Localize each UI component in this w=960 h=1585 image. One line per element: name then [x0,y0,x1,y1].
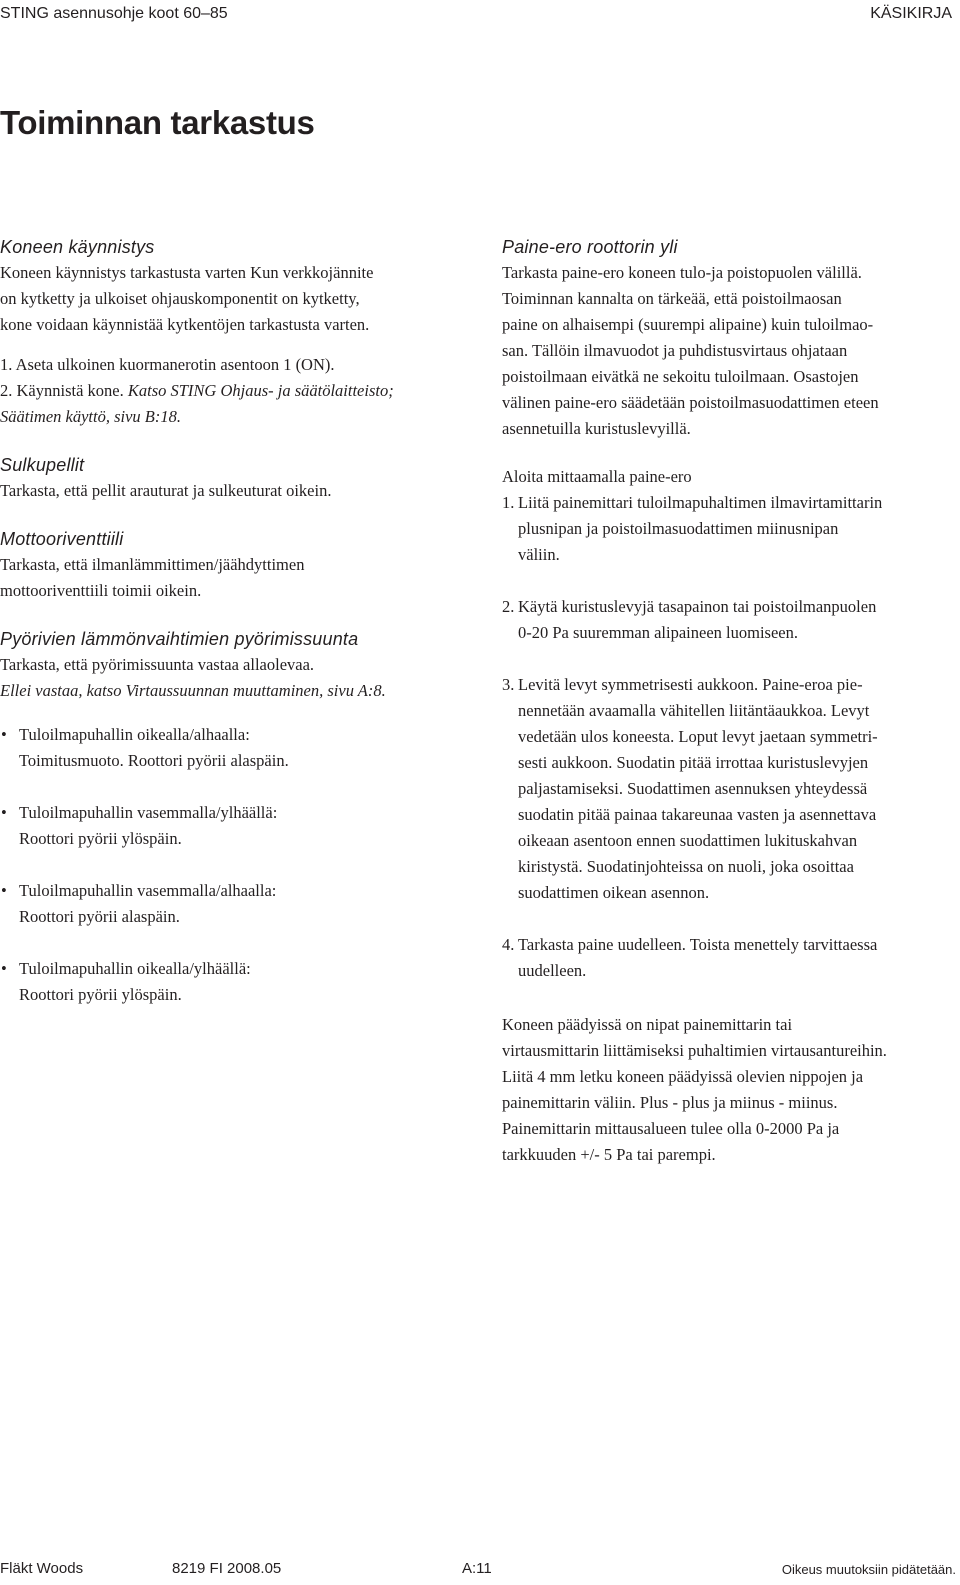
pressure-line-7: asennetuilla kuristuslevyillä. [502,419,691,438]
step-4-number: 4. [502,935,515,954]
closing-line-3: Liitä 4 mm letku koneen päädyissä olevien nippojen ja [502,1067,864,1086]
header-manual-label: KÄSIKIRJA [870,5,952,22]
step-3-number: 3. [502,675,515,694]
rotation-heading: Pyörivien lämmönvaihtimien pyörimissuunta [0,629,359,649]
bullet-icon: • [1,881,7,900]
footer-doc-code: 8219 FI 2008.05 [172,1560,282,1577]
startup-heading: Koneen käynnistys [0,237,155,257]
header-doc-title: STING asennusohje koot 60–85 [0,5,228,22]
step-3-line-8: kiristystä. Suodatinjohteissa on nuoli, joka osoittaa [518,857,854,876]
closing-line-6: tarkkuuden +/- 5 Pa tai parempi. [502,1145,716,1164]
startup-step-2-plain: 2. Käynnistä kone. [0,381,128,400]
step-2-line-1: Käytä kuristuslevyjä tasapainon tai poistoilmanpuolen [518,597,877,616]
startup-intro-3: kone voidaan käynnistää kytkentöjen tarkastusta varten. [0,315,370,334]
startup-intro-1: Koneen käynnistys tarkastusta varten Kun verkkojännite [0,263,374,282]
closing-line-2: virtausmittarin liittämiseksi puhaltimien virtausantureihin. [502,1041,887,1060]
pressure-line-5: poistoilmaan eivätkä ne sekoitu tuloilmaan. Osastojen [502,367,859,386]
rotation-bullet-3 [0,878,480,930]
startup-step-1: 1. Aseta ulkoinen kuormanerotin asentoon 1 (ON). [0,355,335,374]
step-4-line-2: uudelleen. [518,961,587,980]
bullet-2-line-2: Roottori pyörii ylöspäin. [19,829,182,848]
bullet-1-line-2: Toimitusmuoto. Roottori pyörii alaspäin. [19,751,289,770]
step-3-line-3: vedetään ulos koneesta. Loput levyt jaetaan symmetri- [518,727,878,746]
step-4-line-1: Tarkasta paine uudelleen. Toista menettely tarvittaessa [518,935,878,954]
rotation-bullet-4 [0,956,480,1008]
pressure-start: Aloita mittaamalla paine-ero [502,467,692,486]
page-title: Toiminnan tarkastus [0,104,315,141]
pressure-line-2: Toiminnan kannalta on tärkeää, että poistoilmaosan [502,289,842,308]
step-3-line-7: oikeaan asentoon ennen suodattimen lukituskahvan [518,831,858,850]
dampers-heading: Sulkupellit [0,455,85,475]
pressure-line-4: san. Tällöin ilmavuodot ja puhdistusvirtaus ohjataan [502,341,848,360]
step-3-line-4: sesti aukkoon. Suodatin pitää irrottaa kuristuslevyjen [518,753,869,772]
pressure-step-1 [502,490,960,568]
bullet-4-line-2: Roottori pyörii ylöspäin. [19,985,182,1004]
step-2-line-2: 0-20 Pa suuremman alipaineen luomiseen. [518,623,798,642]
closing-line-1: Koneen päädyissä on nipat painemittarin tai [502,1015,793,1034]
rotation-ref-text: Ellei vastaa, katso Virtaussuunnan muuttaminen, sivu A:8. [0,681,386,700]
step-3-line-9: suodattimen oikean asennon. [518,883,710,902]
footer-rights: Oikeus muutoksiin pidätetään. [781,1562,956,1577]
bullet-2-line-1: Tuloilmapuhallin vasemmalla/ylhäällä: [19,803,278,822]
motor-valve-text-2: mottooriventtiili toimii oikein. [0,581,202,600]
rotation-text: Tarkasta, että pyörimissuunta vastaa allaolevaa. [0,655,315,674]
left-column [0,234,480,1008]
startup-step-2-ref-2: Säätimen käyttö, sivu B:18. [0,407,182,426]
bullet-3-line-2: Roottori pyörii alaspäin. [19,907,180,926]
pressure-heading: Paine-ero roottorin yli [502,237,678,257]
step-3-line-2: nennetään avaamalla vähitellen liitäntäaukkoa. Levyt [518,701,870,720]
pressure-line-1: Tarkasta paine-ero koneen tulo-ja poistopuolen välillä. [502,263,862,282]
step-3-line-6: suodatin pitää painaa takareunaa vasten ja asennettava [518,805,877,824]
step-1-number: 1. [502,493,515,512]
motor-valve-heading: Mottooriventtiili [0,529,124,549]
closing-line-5: Painemittarin mittausalueen tulee olla 0-2000 Pa ja [502,1119,840,1138]
startup-step-2-ref: Katso STING Ohjaus- ja säätölaitteisto; [127,381,394,400]
step-3-line-1: Levitä levyt symmetrisesti aukkoon. Paine-eroa pie- [518,675,863,694]
motor-valve-text-1: Tarkasta, että ilmanlämmittimen/jäähdyttimen [0,555,305,574]
right-column [502,234,960,1168]
step-1-line-3: väliin. [518,545,560,564]
rotation-bullet-2 [0,800,480,852]
step-2-number: 2. [502,597,515,616]
pressure-line-6: välinen paine-ero säädetään poistoilmasuodattimen eteen [502,393,879,412]
footer-company: Fläkt Woods [0,1560,84,1577]
bullet-icon: • [1,803,7,822]
pressure-step-4 [502,932,960,984]
startup-step-2-ref-cont [0,404,480,430]
footer-page-number: A:11 [462,1560,492,1577]
bullet-3-line-1: Tuloilmapuhallin vasemmalla/alhaalla: [19,881,277,900]
step-1-line-2: plusnipan ja poistoilmasuodattimen miinusnipan [518,519,839,538]
pressure-step-2 [502,594,960,646]
step-1-line-1: Liitä painemittari tuloilmapuhaltimen ilmavirtamittarin [518,493,883,512]
closing-line-4: painemittarin väliin. Plus - plus ja miinus - miinus. [502,1093,838,1112]
startup-step-2 [0,378,480,404]
pressure-step-3 [502,672,960,906]
bullet-4-line-1: Tuloilmapuhallin oikealla/ylhäällä: [19,959,251,978]
dampers-text: Tarkasta, että pellit arauturat ja sulkeuturat oikein. [0,481,332,500]
rotation-bullet-1 [0,722,480,774]
bullet-1-line-1: Tuloilmapuhallin oikealla/alhaalla: [19,725,250,744]
step-3-line-5: paljastamiseksi. Suodattimen asennuksen yhteydessä [518,779,868,798]
bullet-icon: • [1,725,7,744]
rotation-ref [0,678,480,704]
pressure-line-3: paine on alhaisempi (suurempi alipaine) kuin tuloilmao- [502,315,874,334]
startup-intro-2: on kytketty ja ulkoiset ohjauskomponentit on kytketty, [0,289,360,308]
bullet-icon: • [1,959,7,978]
